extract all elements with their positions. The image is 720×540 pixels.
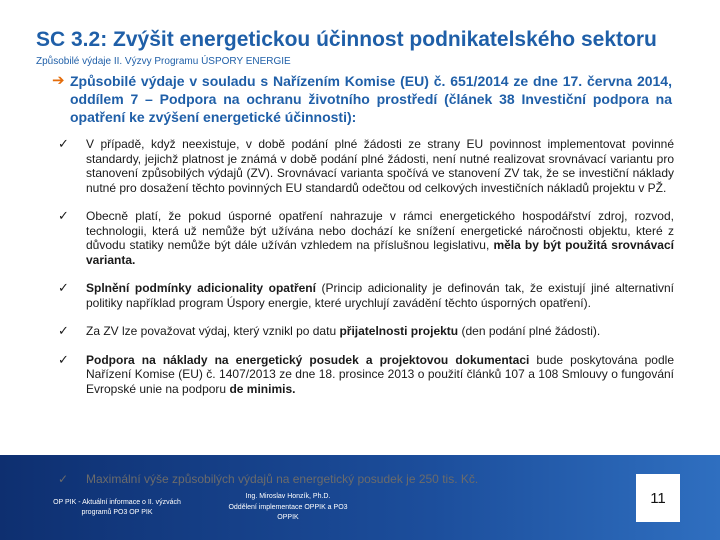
checkmark-icon: ✓: [58, 136, 69, 151]
bullet-item: [58, 281, 674, 310]
page-number: 11: [636, 474, 680, 522]
bullet-text-bold: de minimis.: [229, 381, 296, 396]
bullet-text: (den podání plné žádosti).: [458, 324, 601, 338]
bullet-text: V případě, když neexistuje, v době podání plné žádosti ze strany EU povinnost implementovat povinné standardy, jejichž platnost je známá v době podání plné žádosti, není nutné realizovat srovnávací variantu pro stanovení způsobilých výdajů (ZV). Srovnávací varianta spočívá ve stanovení ZV tak, že se investiční náklady nutné pro dosažení těchto povinných EU standardů odečtou od celkových investičních nákladů projektu v PŽ.: [86, 137, 674, 195]
bullet-text-bold: Splnění podmínky adicionality opatření: [86, 281, 316, 295]
checkmark-icon: ✓: [58, 208, 69, 223]
footer-left-line: programů PO3 OP PIK: [81, 509, 153, 516]
slide-subtitle: Způsobilé výdaje II. Výzvy Programu ÚSPORY ENERGIE: [36, 56, 291, 67]
footer-author-line: Ing. Miroslav Honzík, Ph.D.: [245, 493, 331, 500]
footer-left-line: OP PIK - Aktuální informace o II. výzvách: [53, 499, 181, 506]
bullet-text: bude poskytována podle Nařízení Komise (EU) č. 1407/2013 ze dne 18. prosince 2013 o použití článků 107 a 108 Smlouvy o fungování Evropské unie na podporu: [86, 352, 674, 396]
checkmark-icon: ✓: [58, 323, 69, 338]
checkmark-icon: ✓: [58, 472, 69, 486]
bullet-item: [58, 353, 674, 397]
bullet-item: [58, 209, 674, 267]
bullet-text-bold: měla by být použitá srovnávací varianta.: [86, 238, 674, 267]
footer-author-line: Oddělení implementace OPPIK a PO3: [228, 503, 348, 511]
bullet-list: [58, 137, 674, 409]
arrow-icon: ➔: [52, 72, 65, 89]
footer-author: [218, 492, 358, 524]
slide-title: SC 3.2: Zvýšit energetickou účinnost podnikatelského sektoru: [36, 28, 657, 51]
checkmark-icon: ✓: [58, 351, 69, 367]
checkmark-icon: ✓: [58, 280, 69, 295]
bullet-item: [58, 137, 674, 195]
bullet-text: Za ZV lze považovat výdaj, který vznikl po datu: [86, 324, 340, 338]
footer-left-info: [32, 498, 202, 518]
lead-paragraph: [52, 72, 672, 126]
footer-overflow-text: Maximální výše způsobilých výdajů na energetický posudek je 250 tis. Kč.: [86, 472, 479, 486]
bullet-text-bold: přijatelnosti projektu: [339, 324, 459, 338]
footer-author-line: OPPIK: [277, 514, 299, 521]
bullet-text: (Princip adicionality je definován tak, že existují jiné alternativní politiky například program Úspory energie, které urychlují zavádění těchto úsporných opatření).: [86, 281, 674, 310]
bullet-item: [58, 324, 674, 339]
lead-text: Způsobilé výdaje v souladu s Nařízením Komise (EU) č. 651/2014 ze dne 17. června 2014, oddílem 7 – Podpora na ochranu životního prostředí (článek 38 Investiční podpora na opatření ke zvýšení energetické účinnosti):: [70, 73, 672, 125]
bullet-text: Obecně platí, že pokud úsporné opatření nahrazuje v rámci energetického hospodářství zdroj, rozvod, technologii, která už nemůže být užívána nebo dochází ke snížení energetické náročnosti objektu, které z důvodu statiky nemůže být dále užíván vzhledem na příslušnou legislativu,: [86, 209, 674, 252]
bullet-text-bold: Podpora na náklady na energetický posudek a projektovou dokumentaci: [86, 352, 530, 367]
footer-overflow-bullet: [58, 472, 674, 486]
